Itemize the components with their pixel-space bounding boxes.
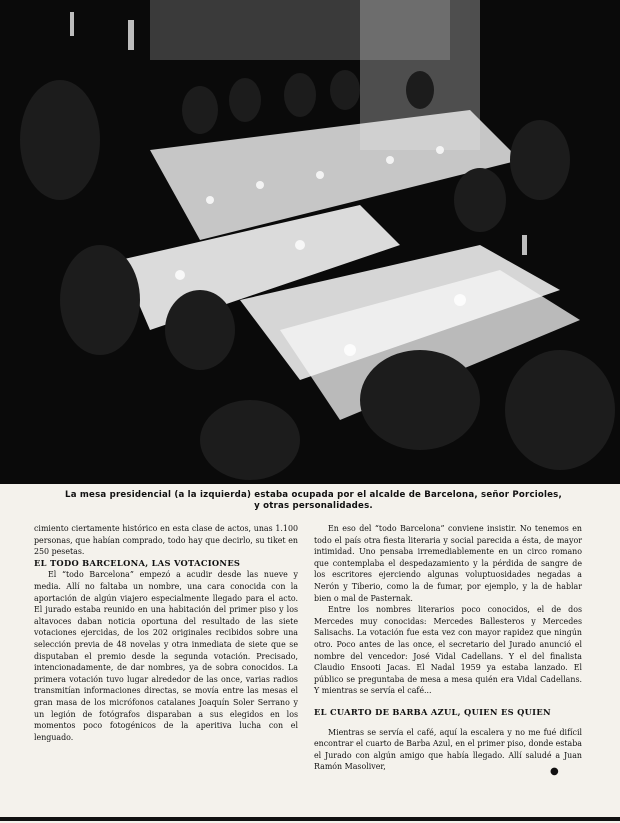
bottom-rule — [0, 817, 620, 821]
right-column — [314, 523, 582, 773]
page-marker: ● — [550, 766, 559, 777]
section-heading-votaciones: EL TODO BARCELONA, LAS VOTACIONES — [34, 557, 241, 568]
right-paragraph-3: Mientras se servía el café, aquí la escalera y no me fué difícil encontrar el cuarto de Barba Azul, en el primer piso, donde estaba el Jurado con algún amigo que había llegado. Allí saludé a Juan Ramón Masoliver, — [314, 727, 582, 772]
photo-caption — [26, 490, 601, 512]
left-body-paragraph: El “todo Barcelona” empezó a acudir desde las nueve y media. Allí no faltaba un nombre, una cara conocida con la aportación de algún viajero especialmente llegado para el acto. El jurado estaba reunido en una habitación del primer piso y los altavoces daban noticia oportuna del resultado de las siete votaciones ejercidas, de los 202 originales recibidos sobre una selección previa de 48 novelas y otra inmediata de siete que se disputaban el premio desde la segunda votación. Precisado, intencionadamente, de dar nombres, ya de sobra conocidos. La primera votación tuvo lugar alrededor de las once, varias radios transmitían informaciones directas, se movía entre las mesas el gran masa de los micrófonos catalanes Joaquín Soler Serrano y un legión de fotógrafos disparaban a sus elegidos en los momentos poco fotogénicos de la aperitiva lucha con el lenguado. — [34, 570, 298, 742]
caption-line-2: y otras personalidades. — [254, 501, 373, 511]
right-paragraph-2: Entre los nombres literarios poco conocidos, el de dos Mercedes muy conocidas: Mercedes Ballesteros y Mercedes Salisachs. La votación fue esta vez con mayor rapidez que ningún otro. Poco antes de las once, el secretario del Jurado anunció el nombre del vencedor: José Vidal Cadellans. Y el del finalista Claudio Ensooti Jacas. El Nadal 1959 ya estaba lanzado. El público se preguntaba de mesa a mesa quién era Vidal Cadellans. Y mientras se servía el café... — [314, 605, 582, 696]
caption-line-1: La mesa presidencial (a la izquierda) estaba ocupada por el alcalde de Barcelona, señor Porcioles, — [65, 490, 562, 500]
left-intro-paragraph: cimiento ciertamente histórico en esta clase de actos, unas 1.100 personas, que habían comprado, todo hay que decirlo, su tiket en 250 pesetas. — [34, 524, 298, 557]
section-heading-barba-azul: EL CUARTO DE BARBA AZUL, QUIEN ES QUIEN — [314, 706, 551, 717]
right-paragraph-1: En eso del “todo Barcelona” conviene insistir. No tenemos en todo el país otra fiesta literaria y social parecida a ésta, de mayor intimidad. Uno pensaba irremediablemente en un circo romano que contemplaba el despedazamiento y la pérdida de sangre de los escritores ejerciendo algunas voluptuosidades negadas a Nerón y Tiberio, como la de fumar, por ejemplo, y la de hablar bien o mal de Pasternak. — [314, 524, 582, 603]
left-column — [34, 523, 298, 743]
